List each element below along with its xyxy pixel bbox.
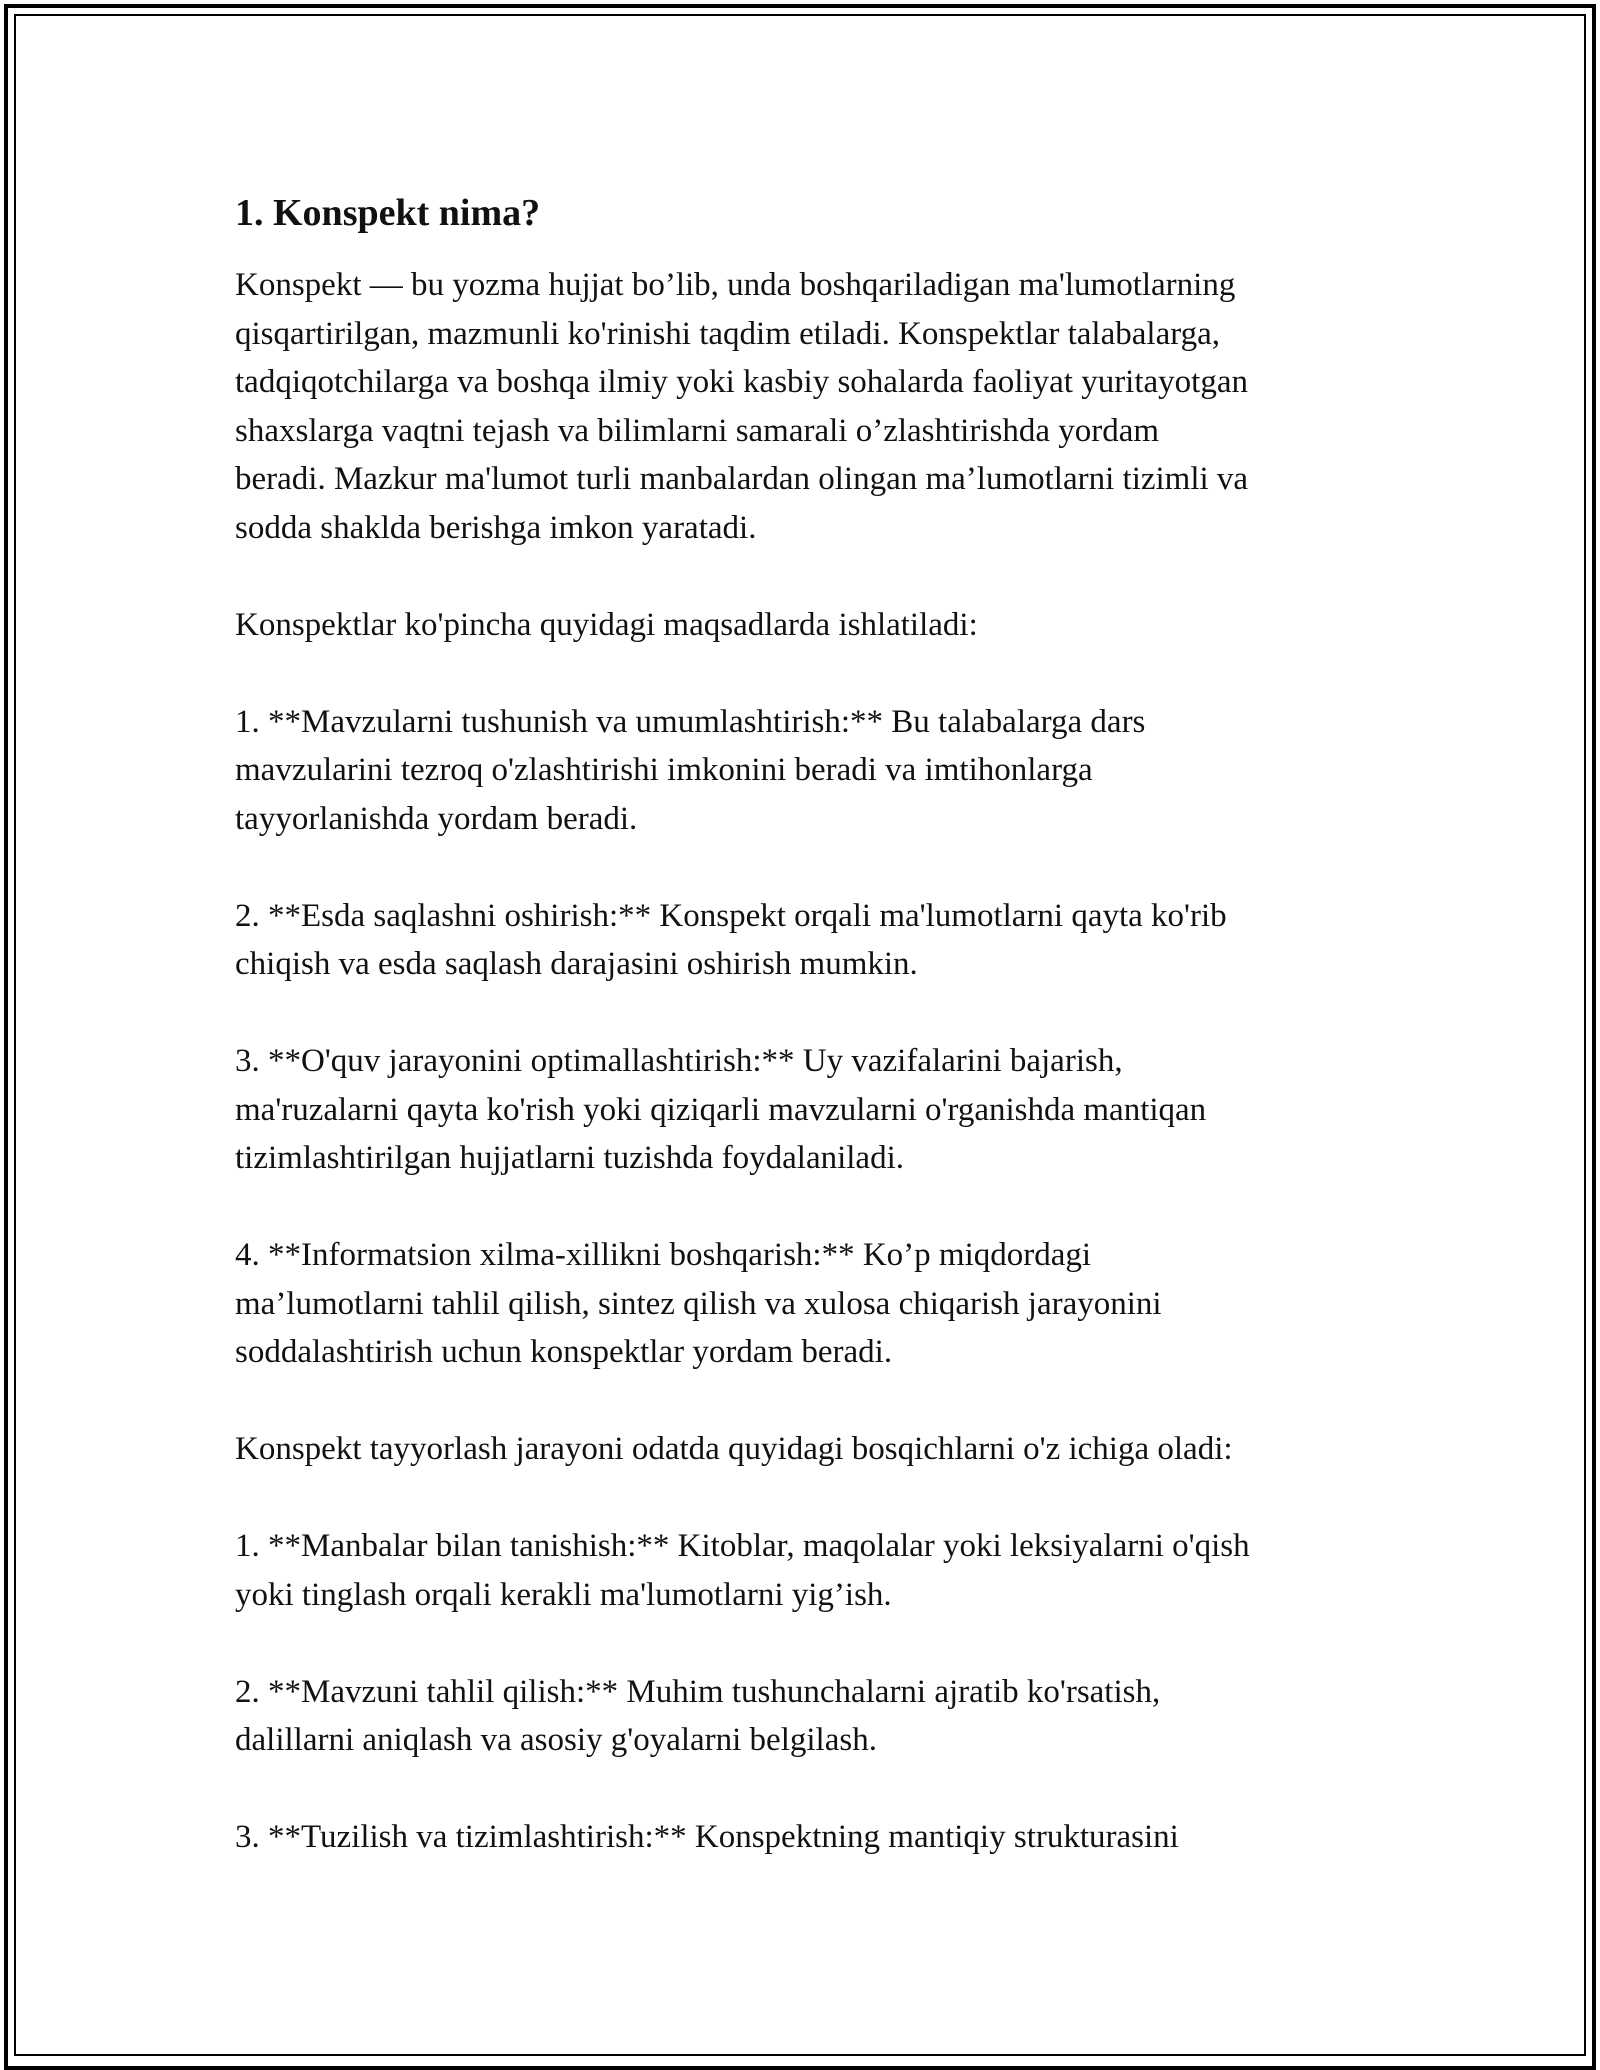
text-line: tayyorlanishda yordam beradi. [235, 800, 638, 837]
text-line: 3. **Tuzilish va tizimlashtirish:** Konspektning mantiqiy strukturasini [235, 1819, 1179, 1855]
paragraph [235, 1668, 1385, 1765]
paragraph [235, 261, 1385, 552]
text-line: yoki tinglash orqali kerakli ma'lumotlarni yig’ish. [235, 1576, 892, 1613]
paragraph [235, 1425, 1385, 1474]
text-line: ma’lumotlarni tahlil qilish, sintez qilish va xulosa chiqarish jarayonini [235, 1285, 1162, 1322]
text-line: beradi. Mazkur ma'lumot turli manbalardan olingan ma’lumotlarni tizimli va [235, 461, 1249, 497]
text-line: 3. **O'quv jarayonini optimallashtirish:** Uy vazifalarini bajarish, [235, 1043, 1123, 1079]
text-line: 4. **Informatsion xilma-xillikni boshqarish:** Ko’p miqdordagi [235, 1237, 1092, 1273]
paragraph [235, 1522, 1385, 1619]
text-line: tadqiqotchilarga va boshqa ilmiy yoki kasbiy sohalarda faoliyat yuritayotgan [235, 364, 1248, 400]
text-line: ma'ruzalarni qayta ko'rish yoki qiziqarli mavzularni o'rganishda mantiqan [235, 1091, 1207, 1128]
text-line: 2. **Esda saqlashni oshirish:** Konspekt orqali ma'lumotlarni qayta ko'rib [235, 897, 1227, 934]
paragraph [235, 1037, 1385, 1183]
text-line: Konspekt tayyorlash jarayoni odatda quyidagi bosqichlarni o'z ichiga oladi: [235, 1431, 1233, 1467]
text-line: shaxslarga vaqtni tejash va bilimlarni samarali o’zlashtirishda yordam [235, 412, 1160, 449]
text-line: chiqish va esda saqlash darajasini oshirish mumkin. [235, 946, 918, 982]
paragraph [235, 892, 1385, 989]
text-line: soddalashtirish uchun konspektlar yordam beradi. [235, 1334, 893, 1370]
text-line: dalillarni aniqlash va asosiy g'oyalarni belgilash. [235, 1722, 877, 1758]
text-line: 1. **Manbalar bilan tanishish:** Kitoblar, maqolalar yoki leksiyalarni o'qish [235, 1528, 1250, 1564]
document-body [235, 261, 1385, 1862]
paragraph [235, 1231, 1385, 1377]
section-heading: 1. Konspekt nima? [235, 192, 541, 234]
text-line: 2. **Mavzuni tahlil qilish:** Muhim tushunchalarni ajratib ko'rsatish, [235, 1673, 1161, 1710]
text-line: qisqartirilgan, mazmunli ko'rinishi taqdim etiladi. Konspektlar talabalarga, [235, 315, 1221, 352]
paragraph [235, 601, 1385, 650]
paragraph [235, 1813, 1385, 1862]
text-line: sodda shaklda berishga imkon yaratadi. [235, 509, 757, 546]
paragraph [235, 698, 1385, 844]
text-line: tizimlashtirilgan hujjatlarni tuzishda foydalaniladi. [235, 1140, 904, 1176]
text-line: mavzularini tezroq o'zlashtirishi imkonini beradi va imtihonlarga [235, 752, 1093, 788]
text-line: Konspektlar ko'pincha quyidagi maqsadlarda ishlatiladi: [235, 606, 978, 643]
text-line: Konspekt — bu yozma hujjat bo’lib, unda boshqariladigan ma'lumotlarning [235, 267, 1236, 303]
text-line: 1. **Mavzularni tushunish va umumlashtirish:** Bu talabalarga dars [235, 703, 1146, 740]
document-page [235, 186, 1385, 1910]
